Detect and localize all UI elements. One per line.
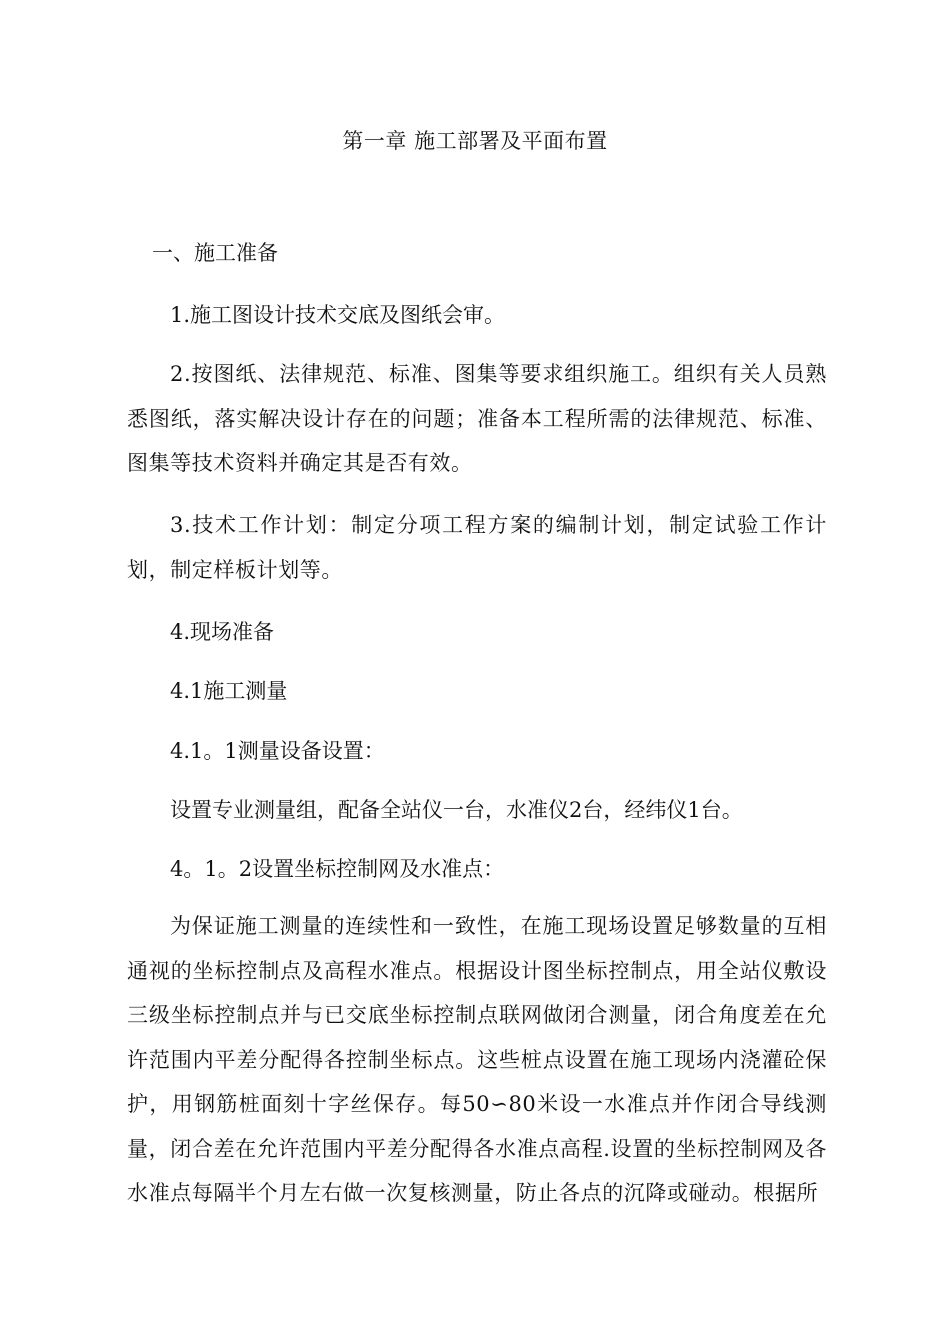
- section-heading: 一、施工准备: [152, 241, 278, 265]
- item-4-1-1-text: 设置专业测量组，配备全站仪一台，水准仪2台，经纬仪1台。: [170, 798, 743, 822]
- item-4-1-2-heading: 4。1。2设置坐标控制网及水准点：: [170, 857, 505, 881]
- item-1: 1.施工图设计技术交底及图纸会审。: [170, 303, 506, 327]
- item-4-1-1-heading: 4.1。1测量设备设置：: [170, 739, 385, 763]
- item-4-1-2-paragraph: 为保证施工测量的连续性和一致性，在施工现场设置足够数量的互相通视的坐标控制点及高程水准点。根据设计图坐标控制点，用全站仪敷设三级坐标控制点并与已交底坐标控制点联网做闭合测量，闭合角度差在允许范围内平差分配得各控制坐标点。这些桩点设置在施工现场内浇灌砼保护，用钢筋桩面刻十字丝保存。每50∽80米设一水准点并作闭合导线测量，闭合差在允许范围内平差分配得各水准点高程.设置的坐标控制网及各水准点每隔半个月左右做一次复核测量，防止各点的沉降或碰动。根据所: [127, 914, 827, 1205]
- item-2-paragraph: 2.按图纸、法律规范、标准、图集等要求组织施工。组织有关人员熟悉图纸，落实解决设计存在的问题；准备本工程所需的法律规范、标准、图集等技术资料并确定其是否有效。: [127, 362, 827, 475]
- chapter-title: 第一章 施工部署及平面布置: [342, 129, 608, 153]
- item-4-1-heading: 4.1施工测量: [170, 679, 288, 703]
- item-3-paragraph: 3.技术工作计划：制定分项工程方案的编制计划，制定试验工作计划，制定样板计划等。: [127, 513, 827, 582]
- item-4-heading: 4.现场准备: [170, 620, 275, 644]
